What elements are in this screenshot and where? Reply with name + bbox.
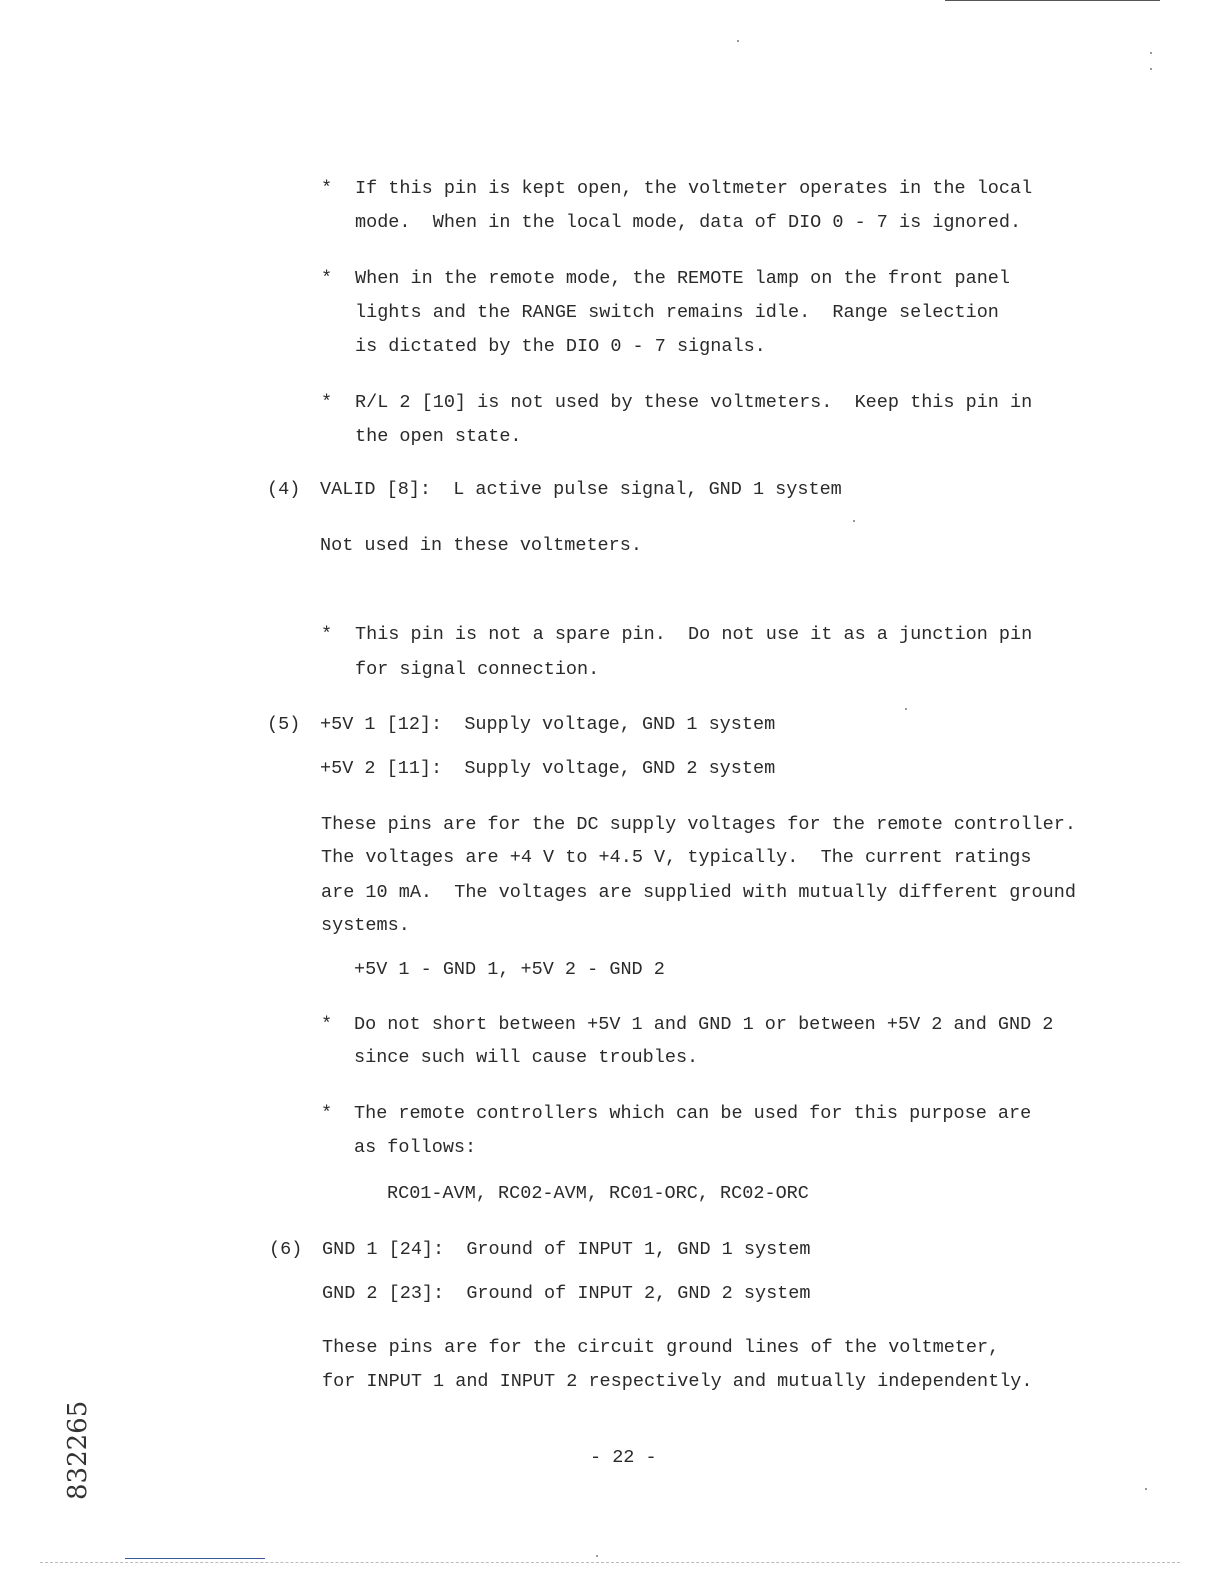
text-line: RC01-AVM, RC02-AVM, RC01-ORC, RC02-ORC <box>387 1183 809 1204</box>
section-heading: GND 2 [23]: Ground of INPUT 2, GND 2 system <box>322 1283 811 1304</box>
text-line: as follows: <box>354 1137 477 1158</box>
text-line: for INPUT 1 and INPUT 2 respectively and mutually independently. <box>322 1371 1033 1392</box>
text-line: R/L 2 [10] is not used by these voltmeters. Keep this pin in <box>355 392 1033 413</box>
section-number: (4) <box>267 479 301 500</box>
text-line: is dictated by the DIO 0 - 7 signals. <box>355 336 766 357</box>
scan-speck <box>596 1555 598 1557</box>
text-line: The voltages are +4 V to +4.5 V, typically. The current ratings <box>321 847 1032 868</box>
text-line: The remote controllers which can be used for this purpose are <box>354 1103 1032 1124</box>
text-line: This pin is not a spare pin. Do not use it as a junction pin <box>355 624 1033 645</box>
text-line: systems. <box>321 915 410 936</box>
scan-speck <box>737 40 739 42</box>
bullet-star: * <box>321 624 333 645</box>
text-line: +5V 1 - GND 1, +5V 2 - GND 2 <box>354 959 665 980</box>
section-heading: +5V 2 [11]: Supply voltage, GND 2 system <box>320 758 776 779</box>
text-line: mode. When in the local mode, data of DIO 0 - 7 is ignored. <box>355 212 1022 233</box>
text-line: are 10 mA. The voltages are supplied with mutually different ground <box>321 882 1076 903</box>
bullet-star: * <box>321 178 333 199</box>
page-number: - 22 - <box>590 1447 657 1468</box>
bottom-mark <box>125 1558 265 1559</box>
scan-speck <box>853 520 855 522</box>
text-line: These pins are for the circuit ground lines of the voltmeter, <box>322 1337 1000 1358</box>
scan-speck <box>1150 68 1152 70</box>
margin-handwriting: 832265 <box>63 1400 93 1500</box>
text-line: When in the remote mode, the REMOTE lamp on the front panel <box>355 268 1011 289</box>
section-heading: GND 1 [24]: Ground of INPUT 1, GND 1 system <box>322 1239 811 1260</box>
bullet-star: * <box>321 392 333 413</box>
bullet-star: * <box>321 268 333 289</box>
text-line: Do not short between +5V 1 and GND 1 or between +5V 2 and GND 2 <box>354 1014 1054 1035</box>
bullet-star: * <box>321 1103 333 1124</box>
text-line: for signal connection. <box>355 659 600 680</box>
text-line: the open state. <box>355 426 522 447</box>
scan-speck <box>905 708 907 710</box>
scan-speck <box>1150 52 1152 54</box>
text-line: These pins are for the DC supply voltages for the remote controller. <box>321 814 1076 835</box>
bottom-rule <box>40 1562 1180 1563</box>
text-line: lights and the RANGE switch remains idle. Range selection <box>355 302 999 323</box>
scan-speck <box>1145 1488 1147 1490</box>
bullet-star: * <box>321 1014 333 1035</box>
section-heading: +5V 1 [12]: Supply voltage, GND 1 system <box>320 714 776 735</box>
section-heading: VALID [8]: L active pulse signal, GND 1 system <box>320 479 842 500</box>
section-number: (5) <box>267 714 301 735</box>
section-number: (6) <box>269 1239 303 1260</box>
top-rule <box>945 0 1160 1</box>
text-line: If this pin is kept open, the voltmeter operates in the local <box>355 178 1033 199</box>
text-line: Not used in these voltmeters. <box>320 535 642 556</box>
text-line: since such will cause troubles. <box>354 1047 699 1068</box>
